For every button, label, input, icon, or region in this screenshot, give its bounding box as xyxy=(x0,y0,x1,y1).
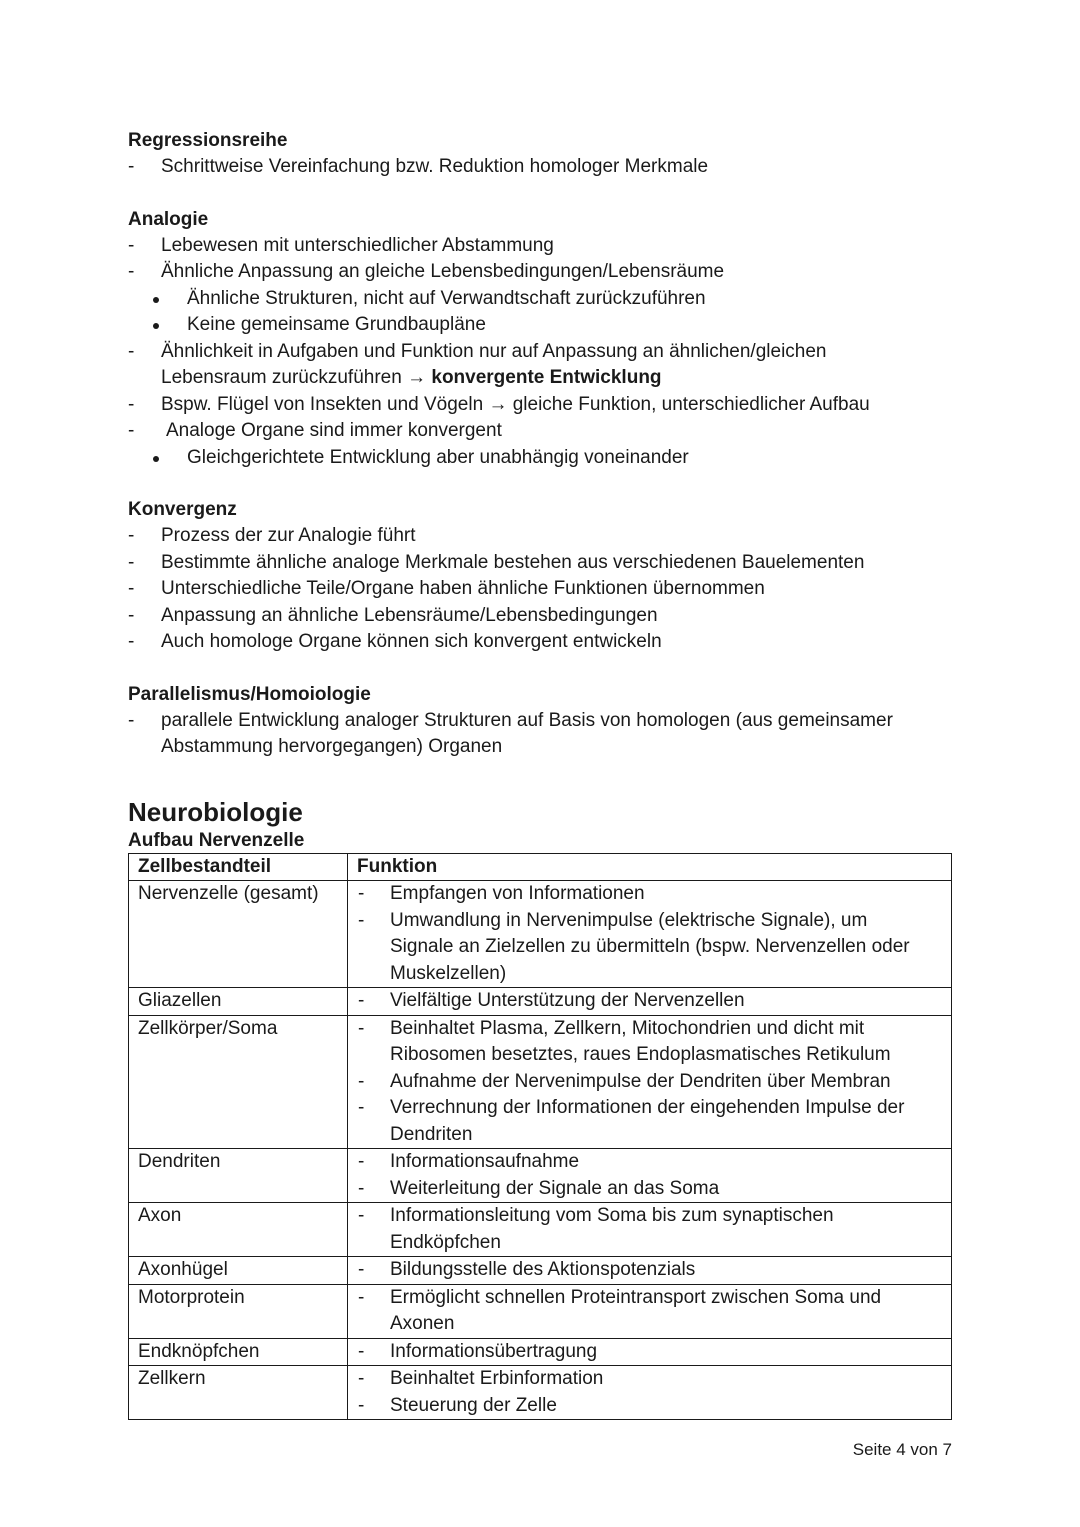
heading-neurobiologie: Neurobiologie xyxy=(128,796,303,827)
list-item: - Anpassung an ähnliche Lebensräume/Lebensbedingungen xyxy=(128,604,658,626)
list-item: - Prozess der zur Analogie führt xyxy=(128,525,416,546)
list-item: - Bspw. Flügel von Insekten und Vögeln → gleiche Funktion, unterschiedlicher Aufbau xyxy=(128,393,870,415)
table-row: Dendriten - Informationsaufnahme - Weiterleitung der Signale an das Soma xyxy=(129,1149,952,1203)
list-item: - parallele Entwicklung analoger Strukturen auf Basis von homologen (aus gemeinsamer Abstammung hervorgegangen) Organen xyxy=(128,709,893,757)
section-title-konvergenz: Konvergenz xyxy=(128,499,237,520)
section-title-analogie: Analogie xyxy=(128,208,209,230)
list-item: - Lebewesen mit unterschiedlicher Abstammung xyxy=(128,234,554,256)
column-header-zellbestandteil: Zellbestandteil xyxy=(129,853,348,881)
bullet-item: Gleichgerichtete Entwicklung aber unabhängig voneinander xyxy=(128,445,952,472)
section-title-parallelismus: Parallelismus/Homoiologie xyxy=(128,683,371,705)
table-row: Nervenzelle (gesamt) - Empfangen von Informationen - Umwandlung in Nervenimpulse (elektrische Signale), um Signale an Zielzellen zu übermitteln (bspw. Nervenzellen oder Muskelzellen) xyxy=(129,881,952,988)
table-header-row xyxy=(129,853,952,881)
table-row: Gliazellen - Vielfältige Unterstützung der Nervenzellen xyxy=(129,988,952,1016)
nervenzelle-table xyxy=(128,853,952,1421)
section-title-regressionsreihe: Regressionsreihe xyxy=(128,130,288,151)
table-row: Motorprotein - Ermöglicht schnellen Proteintransport zwischen Soma und Axonen xyxy=(129,1284,952,1338)
table-row: Zellkörper/Soma - Beinhaltet Plasma, Zellkern, Mitochondrien und dicht mit Ribosomen besetztes, raues Endoplasmatisches Retikulum - Aufnahme der Nervenimpulse der Dendriten über Membran - Verrechnung der Informationen der eingehenden Impulse der Dendriten xyxy=(129,1015,952,1149)
table-row: Axonhügel - Bildungsstelle des Aktionspotenzials xyxy=(129,1257,952,1285)
bullet-item: Ähnliche Strukturen, nicht auf Verwandtschaft zurückzuführen xyxy=(128,286,952,313)
bullet-item: Keine gemeinsame Grundbaupläne xyxy=(128,312,952,339)
list-item: - Auch homologe Organe können sich konvergent entwickeln xyxy=(128,631,662,652)
page-number: Seite 4 von 7 xyxy=(852,1440,952,1459)
list-item: - Ähnlichkeit in Aufgaben und Funktion nur auf Anpassung an ähnlichen/gleichen Lebensraum zurückzuführen → konvergente Entwicklung xyxy=(128,340,827,388)
list-item: - Analoge Organe sind immer konvergent xyxy=(128,420,502,441)
list-item: - Bestimmte ähnliche analoge Merkmale bestehen aus verschiedenen Bauelementen xyxy=(128,551,865,573)
document-page xyxy=(128,128,952,1420)
column-header-funktion: Funktion xyxy=(348,853,952,881)
table-row: Axon - Informationsleitung vom Soma bis zum synaptischen Endköpfchen xyxy=(129,1203,952,1257)
table-row: Zellkern - Beinhaltet Erbinformation - Steuerung der Zelle xyxy=(129,1366,952,1420)
list-item: - Ähnliche Anpassung an gleiche Lebensbedingungen/Lebensräume xyxy=(128,261,725,282)
heading-aufbau-nervenzelle: Aufbau Nervenzelle xyxy=(128,829,305,851)
list-item: - Unterschiedliche Teile/Organe haben ähnliche Funktionen übernommen xyxy=(128,578,765,599)
list-item: - Schrittweise Vereinfachung bzw. Reduktion homologer Merkmale xyxy=(128,156,709,177)
table-row: Endknöpfchen - Informationsübertragung xyxy=(129,1338,952,1366)
